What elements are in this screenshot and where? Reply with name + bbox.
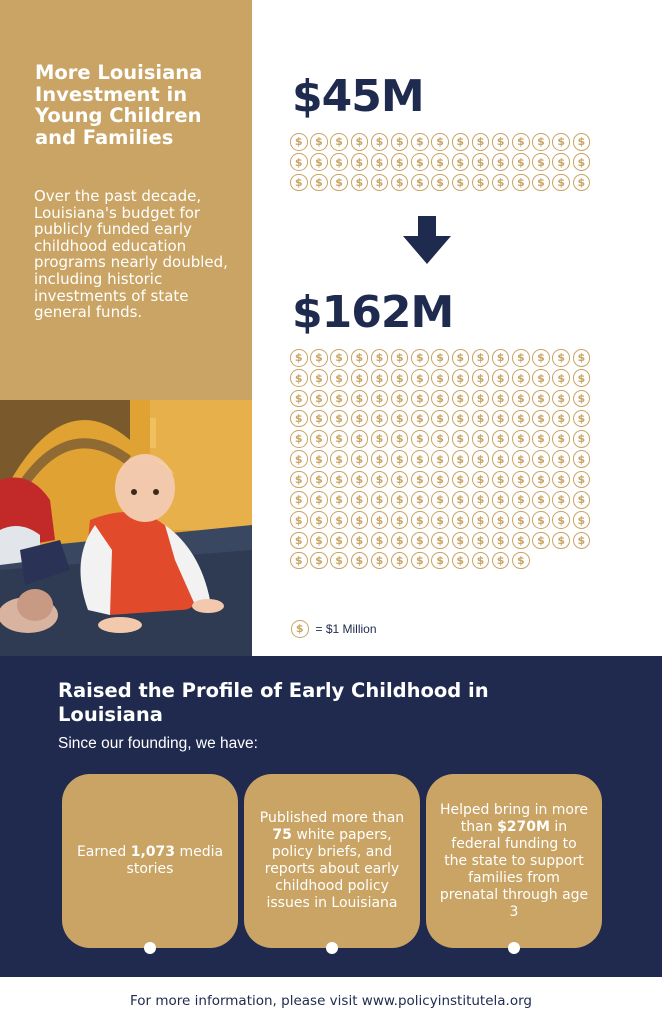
stat-highlight: $270M xyxy=(497,818,550,835)
dollar-coin-icon: $ xyxy=(552,369,570,387)
dollar-coin-icon: $ xyxy=(512,471,530,489)
dollar-coin-icon: $ xyxy=(330,390,348,408)
dollar-coin-icon: $ xyxy=(452,369,470,387)
dollar-coin-icon: $ xyxy=(452,174,470,192)
stat-card-media xyxy=(62,774,238,948)
dollar-coin-icon: $ xyxy=(431,349,449,367)
dollar-coin-icon: $ xyxy=(573,491,591,509)
dollar-coin-icon: $ xyxy=(411,174,429,192)
dollar-coin-icon: $ xyxy=(351,133,369,151)
dollar-coin-icon: $ xyxy=(492,511,510,529)
dollar-coin-icon: $ xyxy=(290,471,308,489)
dollar-coin-icon: $ xyxy=(411,410,429,428)
dollar-coin-icon: $ xyxy=(573,471,591,489)
dollar-coin-icon: $ xyxy=(391,532,409,550)
dollar-coin-icon: $ xyxy=(573,153,591,171)
dollar-coin-icon: $ xyxy=(391,491,409,509)
dollar-coin-icon: $ xyxy=(371,552,389,570)
dollar-coin-icon: $ xyxy=(330,349,348,367)
dollar-coin-icon: $ xyxy=(532,349,550,367)
funding-after-coin-grid xyxy=(290,349,600,572)
dollar-coin-icon: $ xyxy=(492,133,510,151)
stat-card-text: Helped bring in more than $270M in federal funding to the state to support families from prenatal through age 3 xyxy=(439,801,589,920)
dollar-coin-icon: $ xyxy=(552,511,570,529)
profile-title: Raised the Profile of Early Childhood in Louisiana xyxy=(58,679,489,726)
dollar-coin-icon: $ xyxy=(411,552,429,570)
dollar-coin-icon: $ xyxy=(290,450,308,468)
dollar-coin-icon: $ xyxy=(371,369,389,387)
dollar-coin-icon: $ xyxy=(452,471,470,489)
dollar-coin-icon: $ xyxy=(351,174,369,192)
dollar-coin-icon: $ xyxy=(492,174,510,192)
dollar-coin-icon: $ xyxy=(431,491,449,509)
dollar-coin-icon: $ xyxy=(391,471,409,489)
dollar-coin-icon: $ xyxy=(472,349,490,367)
dollar-coin-icon: $ xyxy=(310,153,328,171)
dollar-coin-icon: $ xyxy=(411,153,429,171)
dollar-coin-icon: $ xyxy=(452,532,470,550)
dollar-coin-icon: $ xyxy=(532,153,550,171)
dollar-coin-icon: $ xyxy=(573,369,591,387)
dollar-coin-icon: $ xyxy=(411,349,429,367)
funding-before-amount: $45M xyxy=(292,71,424,122)
dollar-coin-icon: $ xyxy=(452,133,470,151)
dollar-coin-icon: $ xyxy=(391,369,409,387)
dollar-coin-icon: $ xyxy=(351,410,369,428)
dollar-coin-icon: $ xyxy=(552,133,570,151)
card-dot xyxy=(508,942,520,954)
dollar-coin-icon: $ xyxy=(552,471,570,489)
dollar-coin-icon: $ xyxy=(290,349,308,367)
dollar-coin-icon: $ xyxy=(371,153,389,171)
dollar-coin-icon: $ xyxy=(532,410,550,428)
dollar-coin-icon: $ xyxy=(330,491,348,509)
dollar-coin-icon: $ xyxy=(310,552,328,570)
dollar-coin-icon: $ xyxy=(371,174,389,192)
dollar-coin-icon: $ xyxy=(512,174,530,192)
toddler-photo xyxy=(0,400,252,656)
dollar-coin-icon: $ xyxy=(573,174,591,192)
dollar-coin-icon: $ xyxy=(411,471,429,489)
coin-legend-text: = $1 Million xyxy=(315,621,377,636)
dollar-coin-icon: $ xyxy=(371,390,389,408)
dollar-coin-icon: $ xyxy=(290,430,308,448)
dollar-coin-icon: $ xyxy=(310,349,328,367)
dollar-coin-icon: $ xyxy=(573,410,591,428)
dollar-coin-icon: $ xyxy=(411,511,429,529)
dollar-coin-icon: $ xyxy=(431,450,449,468)
dollar-coin-icon: $ xyxy=(290,552,308,570)
dollar-coin-icon: $ xyxy=(452,430,470,448)
dollar-coin-icon: $ xyxy=(411,369,429,387)
dollar-coin-icon: $ xyxy=(431,390,449,408)
dollar-coin-icon: $ xyxy=(452,450,470,468)
dollar-coin-icon: $ xyxy=(573,133,591,151)
intro-panel xyxy=(0,0,252,400)
card-dot xyxy=(326,942,338,954)
dollar-coin-icon: $ xyxy=(452,349,470,367)
dollar-coin-icon: $ xyxy=(552,390,570,408)
dollar-coin-icon: $ xyxy=(411,532,429,550)
dollar-coin-icon: $ xyxy=(351,552,369,570)
dollar-coin-icon: $ xyxy=(290,153,308,171)
dollar-coin-icon: $ xyxy=(290,133,308,151)
dollar-coin-icon: $ xyxy=(351,491,369,509)
card-dot xyxy=(144,942,156,954)
dollar-coin-icon: $ xyxy=(391,390,409,408)
dollar-coin-icon: $ xyxy=(472,369,490,387)
dollar-coin-icon: $ xyxy=(371,410,389,428)
dollar-coin-icon: $ xyxy=(351,511,369,529)
dollar-coin-icon: $ xyxy=(532,390,550,408)
dollar-coin-icon: $ xyxy=(391,450,409,468)
dollar-coin-icon: $ xyxy=(310,511,328,529)
dollar-coin-icon: $ xyxy=(492,450,510,468)
footer-info: For more information, please visit www.policyinstitutela.org xyxy=(130,992,532,1009)
dollar-coin-icon: $ xyxy=(472,410,490,428)
dollar-coin-icon: $ xyxy=(431,511,449,529)
dollar-coin-icon: $ xyxy=(330,133,348,151)
dollar-coin-icon: $ xyxy=(512,450,530,468)
dollar-coin-icon: $ xyxy=(310,532,328,550)
dollar-coin-icon: $ xyxy=(310,450,328,468)
dollar-coin-icon: $ xyxy=(290,410,308,428)
dollar-coin-icon: $ xyxy=(290,390,308,408)
dollar-coin-icon: $ xyxy=(310,471,328,489)
dollar-coin-icon: $ xyxy=(330,174,348,192)
dollar-coin-icon: $ xyxy=(552,450,570,468)
dollar-coin-icon: $ xyxy=(532,430,550,448)
profile-section xyxy=(0,656,662,977)
dollar-coin-icon: $ xyxy=(371,349,389,367)
dollar-coin-icon: $ xyxy=(391,349,409,367)
dollar-coin-icon: $ xyxy=(330,410,348,428)
dollar-coin-icon: $ xyxy=(512,552,530,570)
dollar-coin-icon: $ xyxy=(472,153,490,171)
dollar-coin-icon: $ xyxy=(330,450,348,468)
dollar-coin-icon: $ xyxy=(492,349,510,367)
dollar-coin-icon: $ xyxy=(532,511,550,529)
profile-subtitle: Since our founding, we have: xyxy=(58,735,258,752)
dollar-coin-icon: $ xyxy=(290,511,308,529)
dollar-coin-icon: $ xyxy=(310,133,328,151)
stat-highlight: 75 xyxy=(272,827,292,843)
dollar-coin-icon: $ xyxy=(472,532,490,550)
stat-card-text: Earned 1,073 media stories xyxy=(76,844,224,877)
dollar-coin-icon: $ xyxy=(431,174,449,192)
dollar-coin-icon: $ xyxy=(391,133,409,151)
dollar-coin-icon: $ xyxy=(351,390,369,408)
dollar-coin-icon: $ xyxy=(310,390,328,408)
dollar-coin-icon: $ xyxy=(492,430,510,448)
dollar-coin-icon: $ xyxy=(391,153,409,171)
dollar-coin-icon: $ xyxy=(492,369,510,387)
dollar-coin-icon: $ xyxy=(391,430,409,448)
dollar-coin-icon: $ xyxy=(532,133,550,151)
dollar-coin-icon: $ xyxy=(573,532,591,550)
dollar-coin-icon: $ xyxy=(330,532,348,550)
dollar-coin-icon: $ xyxy=(532,491,550,509)
dollar-coin-icon: $ xyxy=(290,369,308,387)
dollar-coin-icon: $ xyxy=(431,471,449,489)
dollar-coin-icon: $ xyxy=(492,471,510,489)
dollar-coin-icon: $ xyxy=(472,174,490,192)
dollar-coin-icon: $ xyxy=(330,552,348,570)
dollar-coin-icon: $ xyxy=(391,552,409,570)
dollar-coin-icon: $ xyxy=(452,552,470,570)
dollar-coin-icon: $ xyxy=(532,471,550,489)
dollar-coin-icon: $ xyxy=(472,552,490,570)
dollar-coin-icon: $ xyxy=(492,153,510,171)
dollar-coin-icon: $ xyxy=(512,369,530,387)
dollar-coin-icon: $ xyxy=(411,491,429,509)
dollar-coin-icon: $ xyxy=(411,133,429,151)
dollar-coin-icon: $ xyxy=(351,532,369,550)
dollar-coin-icon: $ xyxy=(472,133,490,151)
stat-card-papers xyxy=(244,774,420,948)
dollar-coin-icon: $ xyxy=(573,430,591,448)
dollar-coin-icon: $ xyxy=(371,511,389,529)
dollar-coin-icon: $ xyxy=(452,390,470,408)
dollar-coin-icon: $ xyxy=(492,390,510,408)
dollar-coin-icon: $ xyxy=(452,491,470,509)
dollar-coin-icon: $ xyxy=(472,430,490,448)
dollar-coin-icon: $ xyxy=(512,133,530,151)
dollar-coin-icon: $ xyxy=(391,410,409,428)
dollar-coin-icon: $ xyxy=(573,390,591,408)
dollar-coin-icon: $ xyxy=(552,349,570,367)
dollar-coin-icon: $ xyxy=(310,369,328,387)
dollar-coin-icon: $ xyxy=(472,450,490,468)
dollar-coin-icon: $ xyxy=(492,410,510,428)
stat-card-federal xyxy=(426,774,602,948)
dollar-coin-icon: $ xyxy=(472,390,490,408)
dollar-coin-icon: $ xyxy=(391,174,409,192)
dollar-coin-icon: $ xyxy=(512,153,530,171)
dollar-coin-icon: $ xyxy=(330,153,348,171)
dollar-coin-icon: $ xyxy=(371,491,389,509)
dollar-coin-icon: $ xyxy=(351,430,369,448)
dollar-coin-icon: $ xyxy=(411,390,429,408)
dollar-coin-icon: $ xyxy=(371,450,389,468)
dollar-coin-icon: $ xyxy=(391,511,409,529)
dollar-coin-icon: $ xyxy=(532,532,550,550)
dollar-coin-icon: $ xyxy=(330,511,348,529)
dollar-coin-icon: $ xyxy=(330,471,348,489)
dollar-coin-icon: $ xyxy=(351,471,369,489)
dollar-coin-icon: $ xyxy=(573,450,591,468)
dollar-coin-icon: $ xyxy=(431,552,449,570)
dollar-coin-icon: $ xyxy=(291,620,309,638)
dollar-coin-icon: $ xyxy=(330,369,348,387)
dollar-coin-icon: $ xyxy=(431,153,449,171)
dollar-coin-icon: $ xyxy=(512,511,530,529)
dollar-coin-icon: $ xyxy=(512,430,530,448)
dollar-coin-icon: $ xyxy=(310,174,328,192)
dollar-coin-icon: $ xyxy=(472,491,490,509)
intro-body: Over the past decade, Louisiana's budget for publicly funded early childhood education programs nearly doubled, including historic investments of state general funds. xyxy=(34,187,228,322)
dollar-coin-icon: $ xyxy=(573,511,591,529)
dollar-coin-icon: $ xyxy=(330,430,348,448)
dollar-coin-icon: $ xyxy=(552,491,570,509)
dollar-coin-icon: $ xyxy=(290,174,308,192)
dollar-coin-icon: $ xyxy=(552,430,570,448)
dollar-coin-icon: $ xyxy=(573,349,591,367)
dollar-coin-icon: $ xyxy=(371,532,389,550)
dollar-coin-icon: $ xyxy=(351,369,369,387)
dollar-coin-icon: $ xyxy=(290,491,308,509)
dollar-coin-icon: $ xyxy=(310,491,328,509)
dollar-coin-icon: $ xyxy=(512,349,530,367)
dollar-coin-icon: $ xyxy=(512,390,530,408)
dollar-coin-icon: $ xyxy=(532,174,550,192)
dollar-coin-icon: $ xyxy=(452,410,470,428)
dollar-coin-icon: $ xyxy=(472,471,490,489)
dollar-coin-icon: $ xyxy=(512,410,530,428)
dollar-coin-icon: $ xyxy=(431,430,449,448)
dollar-coin-icon: $ xyxy=(310,430,328,448)
dollar-coin-icon: $ xyxy=(371,133,389,151)
dollar-coin-icon: $ xyxy=(532,450,550,468)
dollar-coin-icon: $ xyxy=(431,410,449,428)
arrow-down-icon xyxy=(403,216,451,268)
dollar-coin-icon: $ xyxy=(290,532,308,550)
dollar-coin-icon: $ xyxy=(351,450,369,468)
dollar-coin-icon: $ xyxy=(472,511,490,529)
intro-title: More Louisiana Investment in Young Children and Families xyxy=(35,61,203,149)
dollar-coin-icon: $ xyxy=(431,532,449,550)
dollar-coin-icon: $ xyxy=(351,153,369,171)
dollar-coin-icon: $ xyxy=(552,532,570,550)
dollar-coin-icon: $ xyxy=(431,369,449,387)
dollar-coin-icon: $ xyxy=(452,511,470,529)
dollar-coin-icon: $ xyxy=(492,552,510,570)
dollar-coin-icon: $ xyxy=(351,349,369,367)
stat-highlight: 1,073 xyxy=(130,844,175,860)
dollar-coin-icon: $ xyxy=(492,491,510,509)
dollar-coin-icon: $ xyxy=(411,430,429,448)
funding-after-amount: $162M xyxy=(292,287,454,338)
coin-legend xyxy=(291,620,377,638)
dollar-coin-icon: $ xyxy=(512,491,530,509)
dollar-coin-icon: $ xyxy=(371,430,389,448)
dollar-coin-icon: $ xyxy=(371,471,389,489)
dollar-coin-icon: $ xyxy=(411,450,429,468)
dollar-coin-icon: $ xyxy=(310,410,328,428)
dollar-coin-icon: $ xyxy=(512,532,530,550)
dollar-coin-icon: $ xyxy=(552,410,570,428)
stat-card-text: Published more than 75 white papers, policy briefs, and reports about early childhood policy issues in Louisiana xyxy=(259,810,405,911)
funding-before-coin-grid xyxy=(290,133,600,194)
dollar-coin-icon: $ xyxy=(492,532,510,550)
dollar-coin-icon: $ xyxy=(431,133,449,151)
dollar-coin-icon: $ xyxy=(452,153,470,171)
dollar-coin-icon: $ xyxy=(552,153,570,171)
dollar-coin-icon: $ xyxy=(532,369,550,387)
dollar-coin-icon: $ xyxy=(552,174,570,192)
